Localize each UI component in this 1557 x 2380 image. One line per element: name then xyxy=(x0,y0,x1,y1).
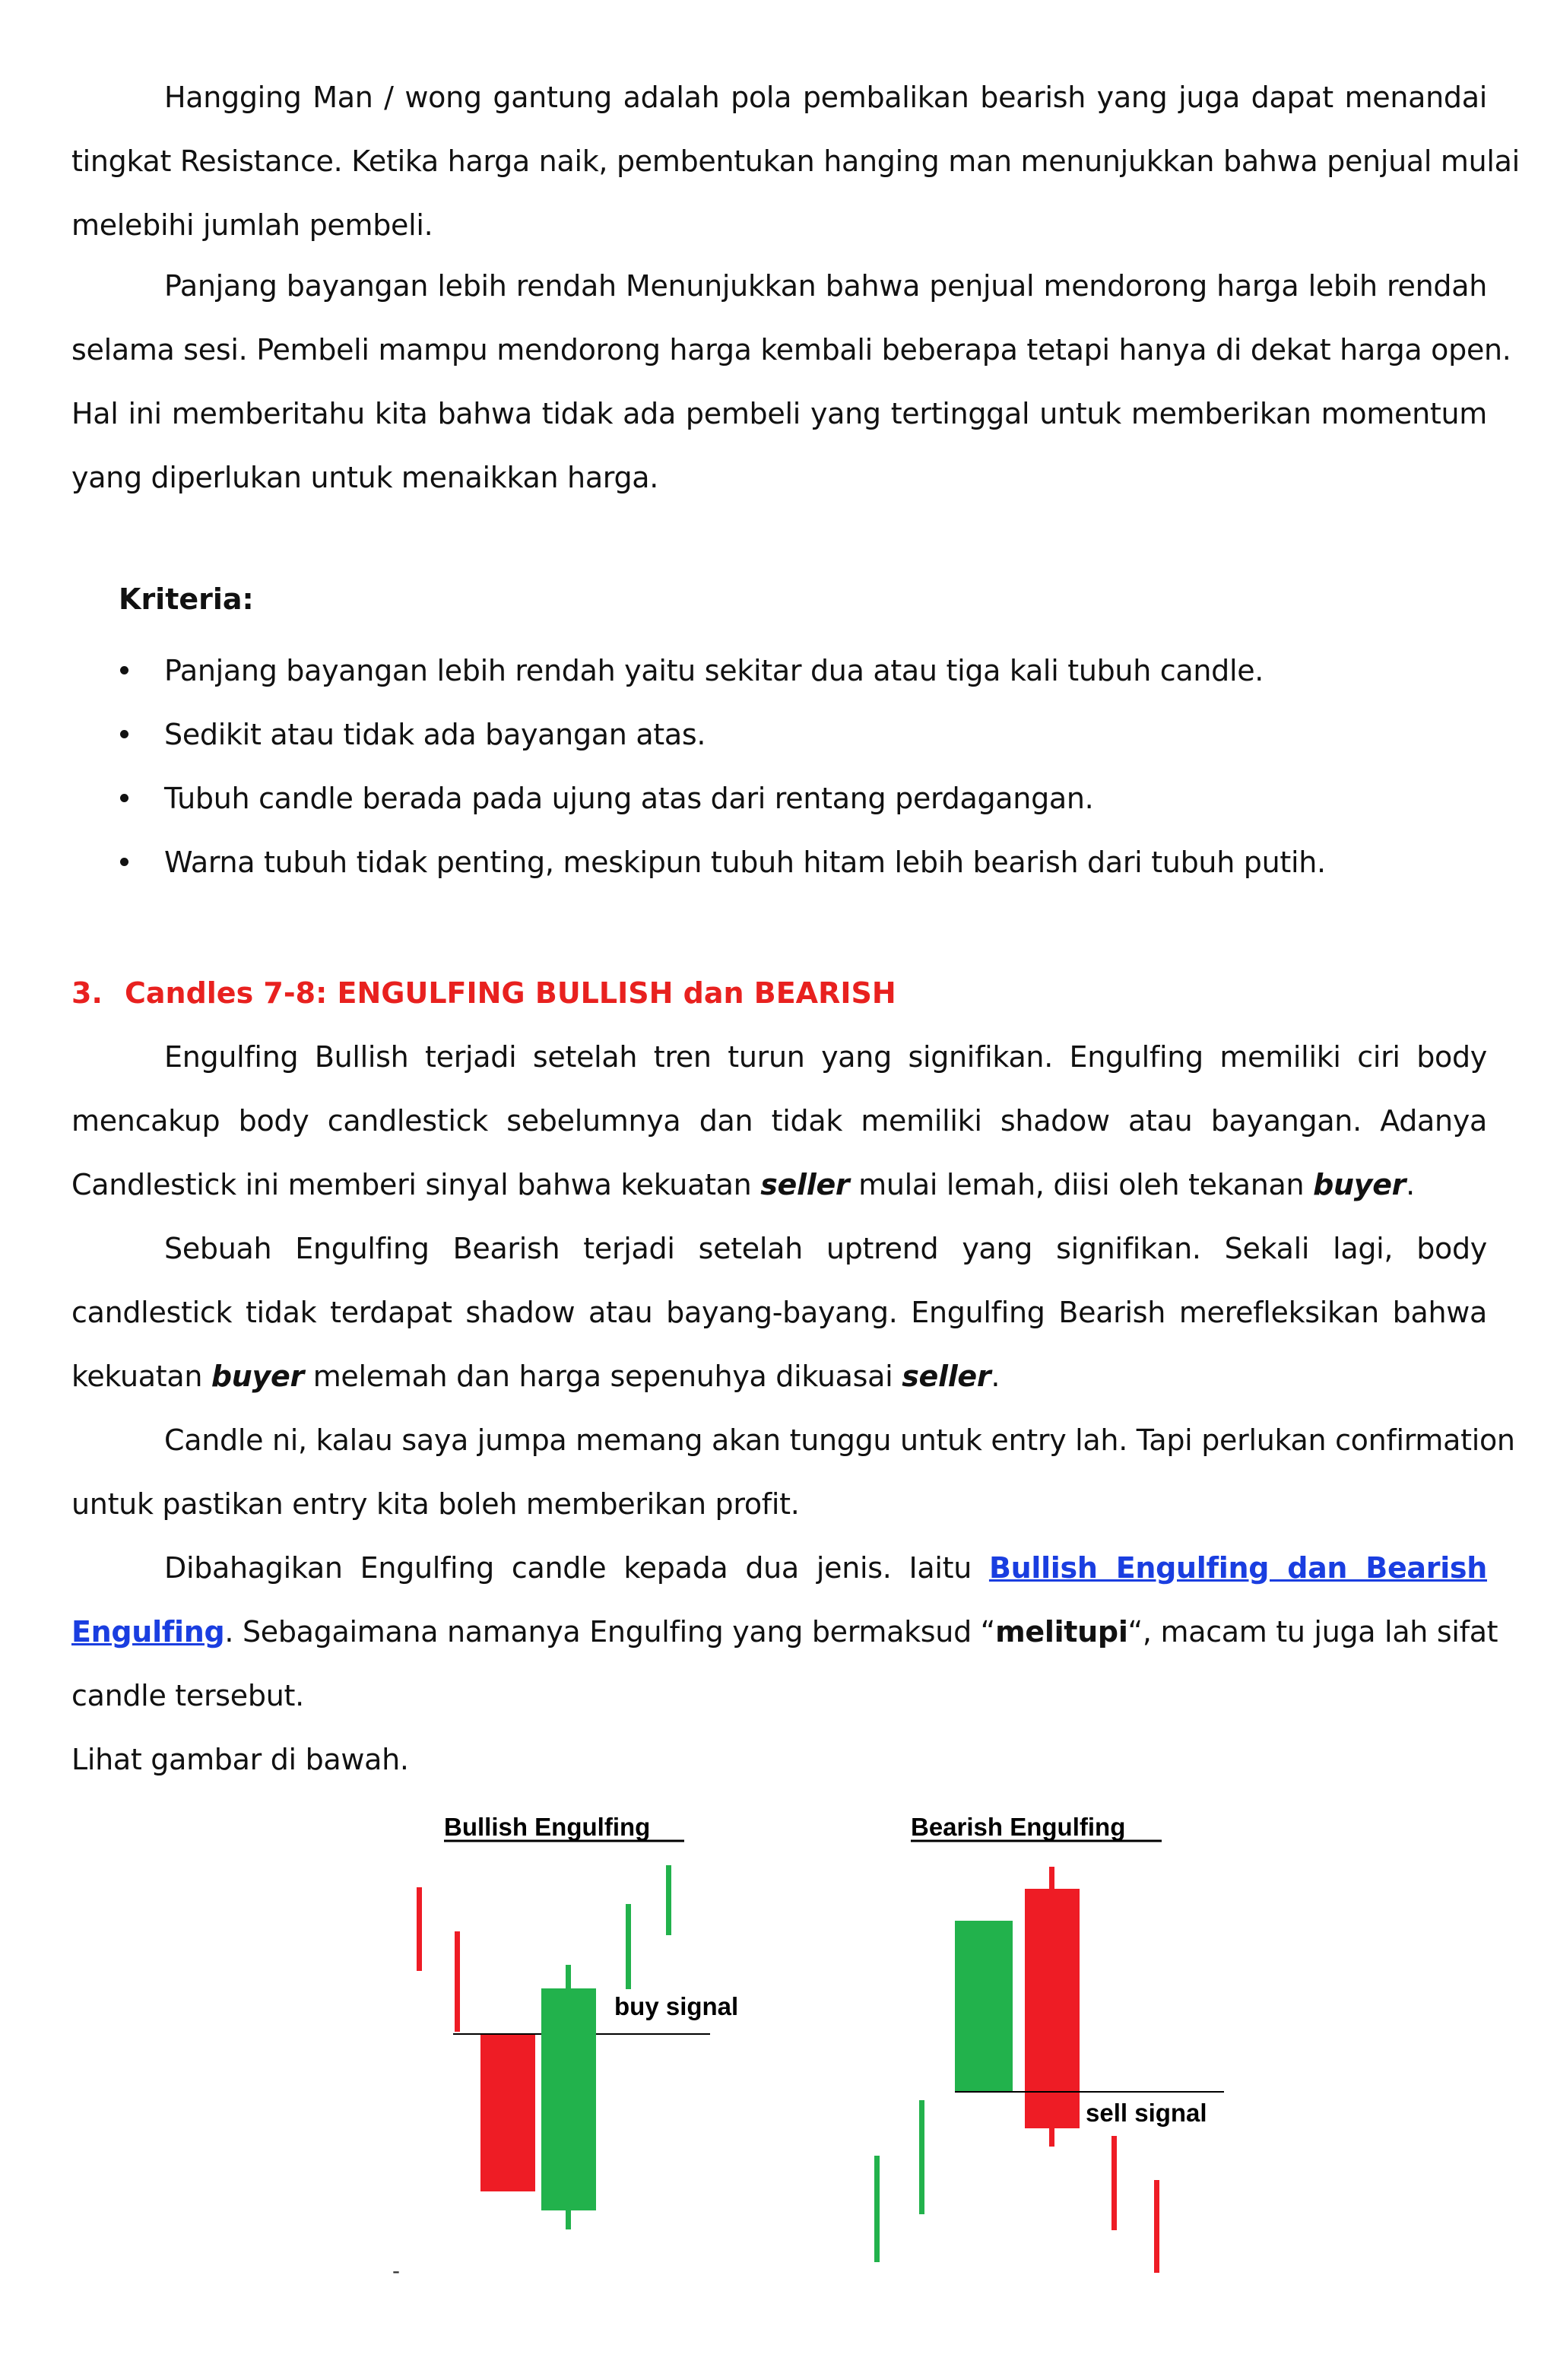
buy-signal-label: buy signal xyxy=(614,1992,739,2020)
text-line: candle tersebut. xyxy=(71,1679,304,1712)
bullet-icon xyxy=(120,794,128,802)
text-line: mencakup body candlestick sebelumnya dan tidak memiliki shadow atau bayangan. Adanya xyxy=(71,1104,1487,1138)
bearish-prior-green-candle-body xyxy=(955,1921,1013,2093)
kriteria-list xyxy=(114,639,1326,894)
bullish-engulfing-title: Bullish Engulfing xyxy=(444,1813,651,1841)
bullet-icon xyxy=(120,730,128,738)
text-line: Dibahagikan Engulfing candle kepada dua jenis. Iaitu Bullish Engulfing dan Bearish xyxy=(164,1551,1487,1585)
list-item: Warna tubuh tidak penting, meskipun tubuh hitam lebih bearish dari tubuh putih. xyxy=(114,830,1326,894)
list-item: Tubuh candle berada pada ujung atas dari rentang perdagangan. xyxy=(114,766,1326,830)
text-line: yang diperlukan untuk menaikkan harga. xyxy=(71,461,659,494)
bearish-uptrend-wick-2 xyxy=(919,2100,924,2214)
bullish-uptrend-wick-2 xyxy=(666,1865,671,1935)
text-line: kekuatan buyer melemah dan harga sepenuhya dikuasai seller. xyxy=(71,1360,1000,1393)
bullish-uptrend-wick-1 xyxy=(626,1904,631,1989)
text-line: untuk pastikan entry kita boleh memberikan profit. xyxy=(71,1487,800,1521)
engulfing-paragraph-4 xyxy=(71,1536,1498,1728)
engulfing-paragraph-1 xyxy=(71,1025,1487,1217)
engulfing-link[interactable]: Engulfing xyxy=(71,1615,225,1649)
bullish-downtrend-wick-2 xyxy=(455,1931,460,2032)
intro-paragraph-1 xyxy=(71,65,1520,257)
bullet-icon xyxy=(120,858,128,866)
bearish-engulfing-title: Bearish Engulfing xyxy=(911,1813,1126,1841)
bearish-downtrend-wick-1 xyxy=(1111,2136,1117,2230)
engulfing-paragraph-3 xyxy=(71,1408,1515,1536)
engulfing-paragraph-5 xyxy=(71,1728,1487,1791)
kriteria-heading: Kriteria: xyxy=(119,582,254,616)
keyword-seller: seller xyxy=(902,1360,991,1393)
sell-signal-label: sell signal xyxy=(1086,2099,1207,2127)
text-line: tingkat Resistance. Ketika harga naik, pembentukan hanging man menunjukkan bahwa penjual mulai xyxy=(71,144,1520,178)
bearish-uptrend-wick-1 xyxy=(874,2156,880,2262)
intro-paragraph-2 xyxy=(71,254,1511,509)
list-item: Sedikit atau tidak ada bayangan atas. xyxy=(114,703,1326,766)
engulfing-figure xyxy=(0,1787,1557,2304)
keyword-buyer: buyer xyxy=(1313,1168,1406,1201)
figure-footnote-mark: - xyxy=(392,2258,400,2283)
keyword-seller: seller xyxy=(760,1168,850,1201)
section-title: Candles 7-8: ENGULFING BULLISH dan BEARISH xyxy=(125,976,896,1010)
keyword-buyer: buyer xyxy=(211,1360,304,1393)
text-line: candlestick tidak terdapat shadow atau bayang-bayang. Engulfing Bearish merefleksikan bahwa xyxy=(71,1296,1487,1329)
text-line: Engulfing Bullish terjadi setelah tren turun yang signifikan. Engulfing memiliki ciri body xyxy=(164,1040,1487,1074)
section-heading xyxy=(71,961,896,1025)
bullet-icon xyxy=(120,666,128,674)
keyword-melitupi: melitupi xyxy=(995,1615,1128,1649)
list-item: Panjang bayangan lebih rendah yaitu sekitar dua atau tiga kali tubuh candle. xyxy=(114,639,1326,703)
text-line: Engulfing. Sebagaimana namanya Engulfing yang bermaksud “melitupi“, macam tu juga lah sifat xyxy=(71,1615,1498,1649)
engulfing-paragraph-2 xyxy=(71,1217,1487,1408)
section-number: 3. xyxy=(71,976,103,1010)
text-line: Panjang bayangan lebih rendah Menunjukkan bahwa penjual mendorong harga lebih rendah xyxy=(164,269,1487,303)
text-line: melebihi jumlah pembeli. xyxy=(71,208,433,242)
bullish-engulfing-green-candle-body xyxy=(541,1988,596,2210)
bearish-downtrend-wick-2 xyxy=(1154,2180,1159,2273)
text-line: Hangging Man / wong gantung adalah pola pembalikan bearish yang juga dapat menandai xyxy=(164,81,1487,114)
text-line: Sebuah Engulfing Bearish terjadi setelah uptrend yang signifikan. Sekali lagi, body xyxy=(164,1232,1487,1265)
bullish-prior-red-candle-body xyxy=(480,2035,535,2191)
bullish-downtrend-wick-1 xyxy=(417,1887,422,1971)
text-line: Hal ini memberitahu kita bahwa tidak ada pembeli yang tertinggal untuk memberikan momentum xyxy=(71,397,1487,430)
text-line: Candlestick ini memberi sinyal bahwa kekuatan seller mulai lemah, diisi oleh tekanan buyer. xyxy=(71,1168,1415,1201)
text-line: Candle ni, kalau saya jumpa memang akan tunggu untuk entry lah. Tapi perlukan confirmation xyxy=(164,1423,1515,1457)
bullish-bearish-engulfing-link[interactable]: Bullish Engulfing dan Bearish xyxy=(988,1551,1487,1585)
text-line: selama sesi. Pembeli mampu mendorong harga kembali beberapa tetapi hanya di dekat harga open. xyxy=(71,333,1511,367)
text-line: Lihat gambar di bawah. xyxy=(71,1743,409,1776)
